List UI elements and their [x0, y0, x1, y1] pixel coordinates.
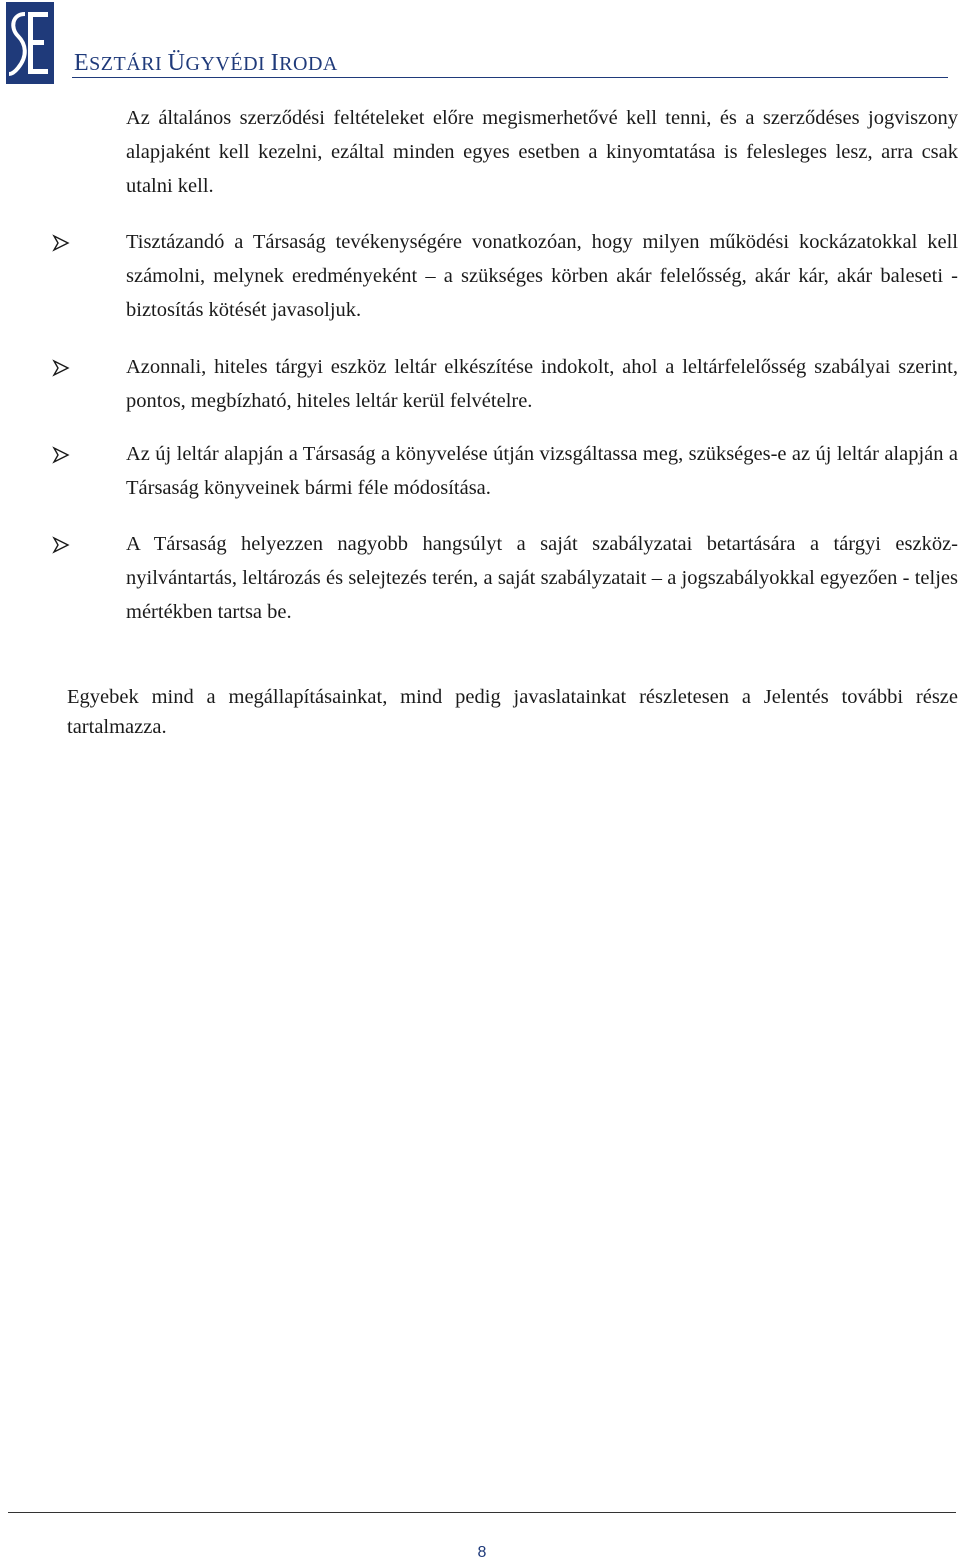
footer-divider	[8, 1512, 956, 1513]
page-header	[0, 0, 960, 90]
firm-name	[74, 50, 338, 77]
firm-name-part: Ü	[167, 50, 186, 76]
arrowhead-bullet-icon	[52, 359, 70, 377]
firm-name-part: SZTÁRI	[89, 53, 168, 75]
closing-paragraph: Egyebek mind a megállapításainkat, mind pedig javaslatainkat részletesen a Jelentés további része tartalmazza.	[67, 686, 958, 738]
arrowhead-bullet-icon	[52, 234, 70, 252]
bullet-item: Azonnali, hiteles tárgyi eszköz leltár elkészítése indokolt, ahol a leltárfelelősség szabályai szerint, pontos, megbízható, hiteles leltár kerül felvételre.	[126, 356, 958, 412]
header-divider	[72, 77, 948, 78]
firm-name-part: E	[74, 50, 90, 76]
bullet-item: Tisztázandó a Társaság tevékenységére vonatkozóan, hogy milyen működési kockázatokkal kell számolni, melynek eredményeként – a szükséges körben akár felelősség, akár kár, akár baleseti - biztosítás kötését javasoljuk.	[126, 231, 958, 321]
firm-name-part: GYVÉDI	[185, 53, 271, 75]
bullet-item: Az új leltár alapján a Társaság a könyvelése útján vizsgáltassa meg, szükséges-e az új leltár alapján a Társaság könyveinek bármi féle módosítása.	[126, 443, 958, 499]
firm-name-part: I	[270, 50, 280, 76]
page-number: 8	[477, 1544, 487, 1561]
bullet-item: A Társaság helyezzen nagyobb hangsúlyt a saját szabályzatai betartására a tárgyi eszköz-nyilvántartás, leltározás és selejtezés terén, a saját szabályzatait – a jogszabályokkal egyezően - teljes mértékben tartsa be.	[126, 533, 958, 623]
arrowhead-bullet-icon	[52, 536, 70, 554]
arrowhead-bullet-icon	[52, 446, 70, 464]
se-monogram-logo	[6, 2, 54, 84]
intro-paragraph: Az általános szerződési feltételeket előre megismerhetővé kell tenni, és a szerződéses jogviszony alapjaként kell kezelni, ezáltal minden egyes esetben a kinyomtatása is felesleges lesz, arra csak utalni kell.	[126, 107, 958, 197]
firm-name-part: RODA	[279, 53, 338, 75]
